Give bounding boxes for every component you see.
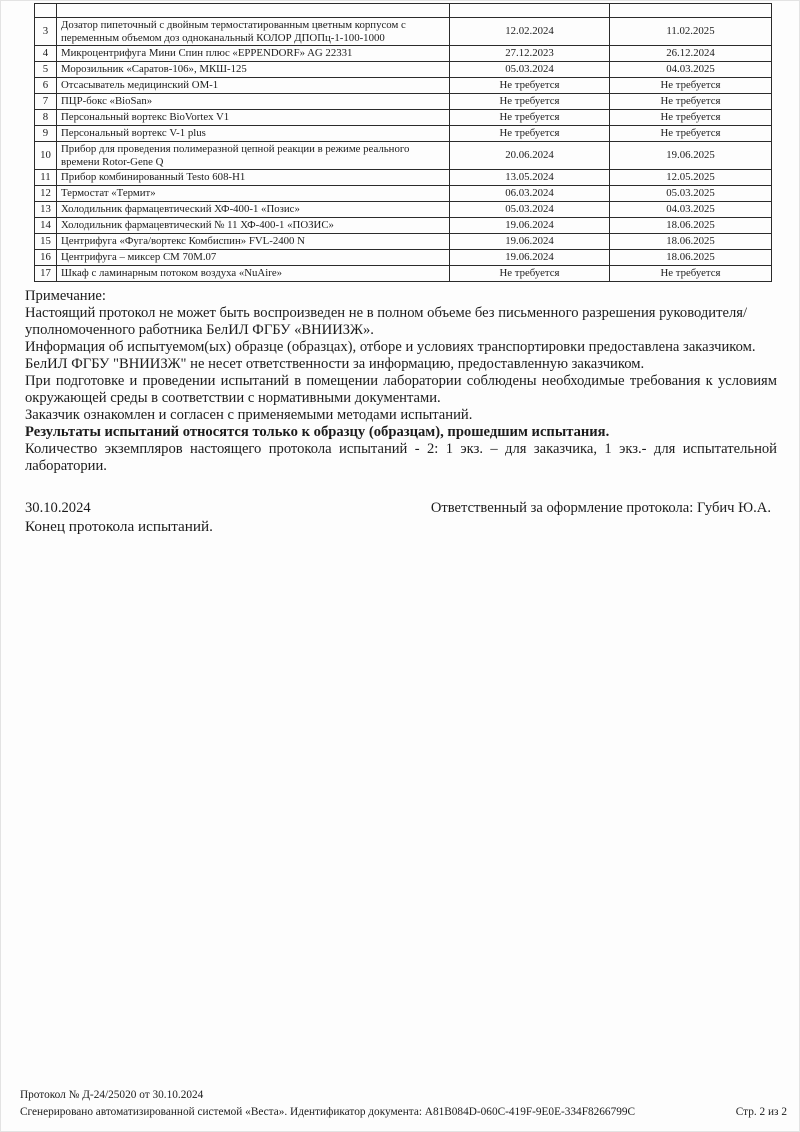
- verification-date-cell: 06.03.2024: [450, 186, 610, 202]
- footer-protocol-number: Протокол № Д-24/25020 от 30.10.2024: [20, 1089, 204, 1101]
- row-number-cell: 7: [35, 94, 57, 110]
- equipment-name-cell: Шкаф с ламинарным потоком воздуха «NuAire»: [57, 266, 450, 282]
- table-row: [35, 266, 772, 282]
- next-verification-date-cell: Не требуется: [610, 110, 772, 126]
- note-paragraph: При подготовке и проведении испытаний в помещении лаборатории соблюдены необходимые требования к условиям окружающей среды в соответствии с нормативными документами.: [25, 373, 777, 406]
- next-verification-date-cell: Не требуется: [610, 126, 772, 142]
- row-number-cell: 3: [35, 18, 57, 46]
- verification-date-cell: 05.03.2024: [450, 202, 610, 218]
- note-paragraph: БелИЛ ФГБУ "ВНИИЗЖ" не несет ответственности за информацию, предоставленную заказчиком.: [25, 356, 645, 372]
- verification-date-cell: 05.03.2024: [450, 62, 610, 78]
- signature-row: [25, 500, 771, 517]
- row-number-cell: 15: [35, 234, 57, 250]
- next-verification-date-cell: 19.06.2025: [610, 142, 772, 170]
- table-row: [35, 94, 772, 110]
- verification-date-cell: Не требуется: [450, 94, 610, 110]
- notes-label: Примечание:: [25, 288, 106, 304]
- row-number-cell: 4: [35, 46, 57, 62]
- row-number-cell: 17: [35, 266, 57, 282]
- verification-date-cell: 19.06.2024: [450, 234, 610, 250]
- note-paragraph: Настоящий протокол не может быть воспроизведен не в полном объеме без письменного разрешения руководителя/уполномоченного работника БелИЛ ФГБУ «ВНИИЗЖ».: [25, 305, 748, 338]
- note-paragraph: Информация об испытуемом(ых) образце (образцах), отборе и условиях транспортировки предоставлена заказчиком.: [25, 339, 756, 355]
- equipment-name-cell: Холодильник фармацевтический ХФ-400-1 «Позис»: [57, 202, 450, 218]
- next-verification-date-cell: 18.06.2025: [610, 250, 772, 266]
- next-verification-date-cell: 18.06.2025: [610, 234, 772, 250]
- row-number-cell: 5: [35, 62, 57, 78]
- table-row: [35, 142, 772, 170]
- note-paragraph: Результаты испытаний относятся только к образцу (образцам), прошедшим испытания.: [25, 424, 610, 440]
- signature-responsible: Ответственный за оформление протокола: Губич Ю.А.: [430, 500, 771, 516]
- equipment-name-cell: Холодильник фармацевтический № 11 ХФ-400-1 «ПОЗИС»: [57, 218, 450, 234]
- next-verification-date-cell: 04.03.2025: [610, 202, 772, 218]
- equipment-name-cell: Персональный вортекс BioVortex V1: [57, 110, 450, 126]
- next-verification-date-cell: Не требуется: [610, 266, 772, 282]
- table-row: [35, 78, 772, 94]
- next-verification-date-cell: 05.03.2025: [610, 186, 772, 202]
- row-number-cell: 8: [35, 110, 57, 126]
- equipment-name-cell: Прибор комбинированный Testo 608-Н1: [57, 170, 450, 186]
- footer-page-number: Стр. 2 из 2: [735, 1106, 787, 1118]
- next-verification-date-cell: 18.06.2025: [610, 218, 772, 234]
- verification-date-cell: Не требуется: [450, 110, 610, 126]
- equipment-table: [34, 3, 772, 282]
- equipment-name-cell: Отсасыватель медицинский ОМ-1: [57, 78, 450, 94]
- signature-date: 30.10.2024: [25, 500, 91, 516]
- footer-generated-text: Сгенерировано автоматизированной системой «Веста». Идентификатор документа: A81B084D-060C-419F-9E0E-334F8266799C: [20, 1106, 636, 1118]
- verification-date-cell: 20.06.2024: [450, 142, 610, 170]
- note-paragraph: Количество экземпляров настоящего протокола испытаний - 2: 1 экз. – для заказчика, 1 экз.- для испытательной лаборатории.: [25, 441, 777, 474]
- row-number-cell: 14: [35, 218, 57, 234]
- table-row: [35, 202, 772, 218]
- row-number-cell: 12: [35, 186, 57, 202]
- next-verification-date-cell: [610, 4, 772, 18]
- table-row: [35, 62, 772, 78]
- table-row: [35, 46, 772, 62]
- row-number-cell: 11: [35, 170, 57, 186]
- verification-date-cell: 19.06.2024: [450, 250, 610, 266]
- table-row: [35, 250, 772, 266]
- page-footer: [20, 1087, 787, 1121]
- next-verification-date-cell: 04.03.2025: [610, 62, 772, 78]
- table-row: [35, 186, 772, 202]
- verification-date-cell: [450, 4, 610, 18]
- equipment-name-cell: Дозатор пипеточный с двойным термостатированным цветным корпусом с переменным объемом доз одноканальный КОЛОР ДПОПц-1-100-1000: [57, 18, 450, 46]
- equipment-name-cell: ПЦР-бокс «BioSan»: [57, 94, 450, 110]
- next-verification-date-cell: 26.12.2024: [610, 46, 772, 62]
- row-number-cell: 16: [35, 250, 57, 266]
- next-verification-date-cell: 12.05.2025: [610, 170, 772, 186]
- row-number-cell: 9: [35, 126, 57, 142]
- verification-date-cell: Не требуется: [450, 266, 610, 282]
- row-number-cell: 10: [35, 142, 57, 170]
- verification-date-cell: 19.06.2024: [450, 218, 610, 234]
- equipment-name-cell: Термостат «Термит»: [57, 186, 450, 202]
- verification-date-cell: 27.12.2023: [450, 46, 610, 62]
- end-of-protocol: Конец протокола испытаний.: [25, 518, 213, 535]
- next-verification-date-cell: 11.02.2025: [610, 18, 772, 46]
- verification-date-cell: 13.05.2024: [450, 170, 610, 186]
- equipment-name-cell: Центрифуга – миксер СМ 70М.07: [57, 250, 450, 266]
- verification-date-cell: Не требуется: [450, 126, 610, 142]
- table-row: [35, 126, 772, 142]
- equipment-name-cell: [57, 4, 450, 18]
- verification-date-cell: 12.02.2024: [450, 18, 610, 46]
- equipment-name-cell: Прибор для проведения полимеразной цепной реакции в режиме реального времени Rotor-Gene Q: [57, 142, 450, 170]
- equipment-name-cell: Персональный вортекс V-1 plus: [57, 126, 450, 142]
- equipment-name-cell: Морозильник «Саратов-106», МКШ-125: [57, 62, 450, 78]
- equipment-name-cell: Центрифуга «Фуга/вортекс Комбиспин» FVL-2400 N: [57, 234, 450, 250]
- table-row-cutoff: [35, 4, 772, 18]
- table-row: [35, 218, 772, 234]
- notes-section: [25, 288, 777, 475]
- row-number-cell: [35, 4, 57, 18]
- equipment-name-cell: Микроцентрифуга Мини Спин плюс «EPPENDORF» AG 22331: [57, 46, 450, 62]
- table-row: [35, 18, 772, 46]
- note-paragraph: Заказчик ознакомлен и согласен с применяемыми методами испытаний.: [25, 407, 473, 423]
- verification-date-cell: Не требуется: [450, 78, 610, 94]
- next-verification-date-cell: Не требуется: [610, 78, 772, 94]
- table-row: [35, 170, 772, 186]
- row-number-cell: 13: [35, 202, 57, 218]
- next-verification-date-cell: Не требуется: [610, 94, 772, 110]
- row-number-cell: 6: [35, 78, 57, 94]
- table-row: [35, 110, 772, 126]
- table-row: [35, 234, 772, 250]
